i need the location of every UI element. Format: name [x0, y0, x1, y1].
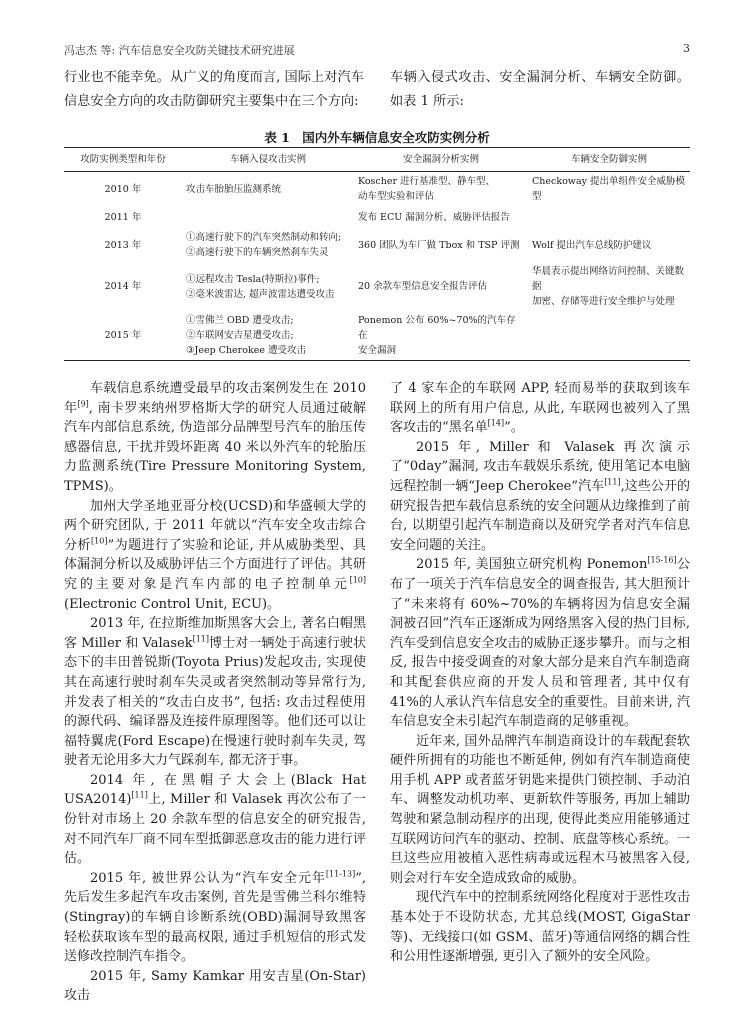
citation-ref: [10] — [349, 575, 366, 585]
table-cell-vuln — [354, 206, 528, 228]
table-cell-defense — [528, 172, 690, 207]
table-cell-attack — [182, 172, 354, 207]
table-header-cell: 安全漏洞分析实例 — [354, 148, 528, 172]
paragraph: 加州大学圣地亚哥分校(UCSD)和华盛顿大学的两个研究团队, 于 2011 年就以“汽车安全攻击综合分析[10]”为题进行了实验和论证, 并从威胁类型、具体漏洞分析以及威胁评估三个方面进行了评估。其研究的主要对象是汽车内部的电子控制单元[10] (Electronic Control Unit, ECU)。 — [64, 498, 366, 612]
table-cell-line: ①远程攻击 Tesla(特斯拉)事件; — [186, 273, 320, 285]
table-cell-line: 动车型实验和评估 — [358, 191, 435, 202]
table-header-cell: 车辆入侵攻击实例 — [182, 148, 354, 172]
paragraph: 近年来, 国外品牌汽车制造商设计的车载配套软硬件所拥有的功能也不断延伸, 例如有汽车制造商使用手机 APP 或者蓝牙钥匙来提供门锁控制、手动泊车、调整发动机功率、更新软件等服务, 再加上辅助驾驶和紧急制动程序的出现, 使得此类应用能够通过互联网访问汽车的驱动、控制、底盘等核心系统。一旦这些应用被植入恶性病毒或远程木马被黑客入侵, 则会对行车安全造成致命的威胁。 — [390, 733, 690, 886]
page-number: 3 — [683, 42, 690, 55]
table-cell-vuln — [354, 311, 528, 361]
table-row — [64, 228, 690, 262]
table-cell-year: 2014 年 — [104, 281, 142, 292]
table-cell-defense — [528, 206, 690, 228]
citation-ref: [10] — [91, 536, 108, 546]
table-header-cell: 车辆安全防御实例 — [528, 148, 690, 172]
table-cell-line: Koscher 进行基准型、静车型、 — [358, 176, 496, 187]
table-cell-defense — [528, 228, 690, 262]
intro-right-column — [390, 66, 690, 114]
table-cell-attack — [182, 206, 354, 228]
running-header — [64, 42, 690, 58]
table-cell-year: 2013 年 — [104, 239, 142, 251]
table-cell-line: ①高速行驶下的汽车突然制动和转向; — [186, 232, 342, 243]
intro-left-text: 行业也不能幸免。从广义的角度而言, 国际上对汽车信息安全方向的攻击防御研究主要集中在三个方向: — [64, 70, 364, 109]
table-cell-year: 2015 年 — [64, 311, 182, 361]
table-cell-year: 2011 年 — [104, 211, 142, 223]
table-cell-attack — [182, 311, 354, 361]
table-cell-attack — [182, 228, 354, 262]
table-cell-line: 360 团队为车厂做 Tbox 和 TSP 评测 — [358, 239, 520, 251]
citation-ref: [11] — [131, 791, 148, 801]
paragraph: 2015 年, 美国独立研究机构 Ponemon[15-16]公布了一项关于汽车信息安全的调查报告, 其大胆预计了“未来将有 60%~70%的车辆将因为信息安全漏洞被召回”汽车正逐渐成为网络黑客入侵的热门目标, 汽车受到信息安全攻击的威胁正逐步攀升。而与之相反, 报告中接受调查的对象大部分是来自汽车制造商和其配套供应商的开发人员和管理者, 其中仅有 41%的人承认汽车信息安全的重要性。目前来讲, 汽车信息安全未引起汽车制造商的足够重视。 — [390, 556, 690, 730]
paragraph: 2013 年, 在拉斯维加斯黑客大会上, 著名白帽黑客 Miller 和 Valasek[11]博士对一辆处于高速行驶状态下的丰田普锐斯(Toyota Prius)发起攻击, 实现使其在高速行驶时刹车失灵或者突然制动等异常行为, 并发表了相关的“攻击白皮书”, 包括: 攻击过程使用的源代码、编译器及连接件原理图等。他们还可以让福特翼虎(Ford Escape)在慢速行驶时刹车失灵, 驾驶者无论用多大力气踩刹车, 都无济于事。 — [64, 616, 366, 769]
table-row — [64, 172, 690, 207]
table-header-row — [64, 148, 690, 172]
table-cell-line: 攻击车胎胎压监测系统 — [186, 183, 282, 195]
table-cell-line: 加密、存储等进行安全维护与处理 — [532, 296, 675, 307]
table-cell-line: ③Jeep Cherokee 遭受攻击 — [186, 345, 306, 356]
intro-right-text: 车辆入侵式攻击、安全漏洞分析、车辆安全防御。如表 1 所示: — [390, 70, 690, 109]
table-cell-line: 20 余款车型信息安全报告评估 — [358, 281, 488, 292]
table-cell-vuln — [354, 172, 528, 207]
table-cell-year: 2010 年 — [104, 183, 142, 195]
table-cell-line: ②车联网安吉星遭受攻击; — [186, 330, 294, 341]
table-header-cell: 攻防实例类型和年份 — [64, 148, 182, 172]
paragraph: 2015 年, 被世界公认为“汽车安全元年[11-13]”, 先后发生多起汽车攻击案例, 首先是雪佛兰科尔维特(Stingray)的车辆自诊断系统(OBD)漏洞导致黑客轻松获取该车型的最高权限, 通过手机短信的形式发送修改控制汽车指令。 — [64, 869, 366, 965]
body-right-column — [390, 379, 690, 967]
table-cell-line: 华晨表示提出网络访问控制、关键数据 — [532, 266, 685, 292]
table-row — [64, 206, 690, 228]
citation-ref: [11] — [192, 634, 210, 644]
table-cell-attack — [182, 262, 354, 311]
table-cell-line: Checkoway 提出单组件安全威胁模型 — [532, 176, 685, 202]
table-cell-vuln — [354, 262, 528, 311]
table-cell-line: 发布 ECU 漏洞分析、威胁评估报告 — [358, 211, 510, 223]
table-row — [64, 262, 690, 311]
table-cell-line: ②毫米波雷达, 超声波雷达遭受攻击 — [186, 288, 335, 300]
table-cell-line: 安全漏洞 — [358, 345, 397, 356]
table-cell-defense — [528, 262, 690, 311]
citation-ref: [15-16] — [647, 556, 677, 566]
table-cell-line: ②高速行驶下的车辆突然刹车失灵 — [186, 247, 329, 258]
paragraph: 车载信息系统遭受最早的攻击案例发生在 2010 年[9], 南卡罗来纳州罗格斯大学的研究人员通过破解汽车内部信息系统, 伪造部分品牌型号汽车的胎压传感器信息, 干扰并毁坏距离 40 米以外汽车的轮胎压力监测系统(Tire Pressure Monitoring System, TPMS)。 — [64, 381, 366, 494]
table-cell-line: ①雪佛兰 OBD 遭受攻击; — [186, 315, 294, 326]
paragraph: 了 4 家车企的车联网 APP, 轻而易举的获取到该车联网上的所有用户信息, 从此, 车联网也被列入了黑客攻击的“黑名单[14]”。 — [390, 381, 690, 436]
table-cell-defense — [528, 311, 690, 361]
citation-ref: [11-13] — [325, 869, 356, 879]
table-caption: 表 1 国内外车辆信息安全攻防实例分析 — [264, 130, 490, 145]
paragraph: 2015 年, Miller 和 Valasek 再次演示了“0day”漏洞, 攻击车载娱乐系统, 使用笔记本电脑远程控制一辆“Jeep Cherokee”汽车[11],这些公开的研究报告把车载信息系统的安全问题从边缘推到了前台, 以期望引起汽车制造商以及研究学者对汽车信息安全问题的关注。 — [390, 439, 690, 553]
citation-ref: [11] — [604, 477, 621, 487]
paragraph: 2015 年, Samy Kamkar 用安吉星(On-Star)攻击 — [64, 968, 366, 1004]
table-cell-line: Ponemon 公布 60%~70%的汽车存在 — [358, 315, 516, 341]
research-table — [64, 147, 690, 361]
paragraph: 2014 年, 在黑帽子大会上(Black Hat USA2014)[11]上, Miller 和 Valasek 再次公布了一份针对市场上 20 余款车型的信息安全的研究报告, 对不同汽车厂商不同车型抵御恶意攻击的能力进行评估。 — [64, 772, 366, 867]
body-left-column — [64, 379, 366, 1006]
paragraph: 现代汽车中的控制系统网络化程度对于恶性攻击基本处于不设防状态, 尤其总线(MOST, GigaStar等)、无线接口(如 GSM、蓝牙)等通信网络的耦合性和公用性逐渐增强, 更引入了额外的安全风险。 — [390, 890, 690, 965]
table-cell-vuln — [354, 228, 528, 262]
intro-left-column — [64, 66, 364, 114]
table-cell-line: Wolf 提出汽车总线防护建议 — [532, 239, 652, 251]
citation-ref: [14] — [487, 418, 505, 428]
running-header-title: 冯志杰 等: 汽车信息安全攻防关键技术研究进展 — [64, 44, 295, 57]
citation-ref: [9] — [77, 399, 89, 409]
table-row — [64, 311, 690, 361]
